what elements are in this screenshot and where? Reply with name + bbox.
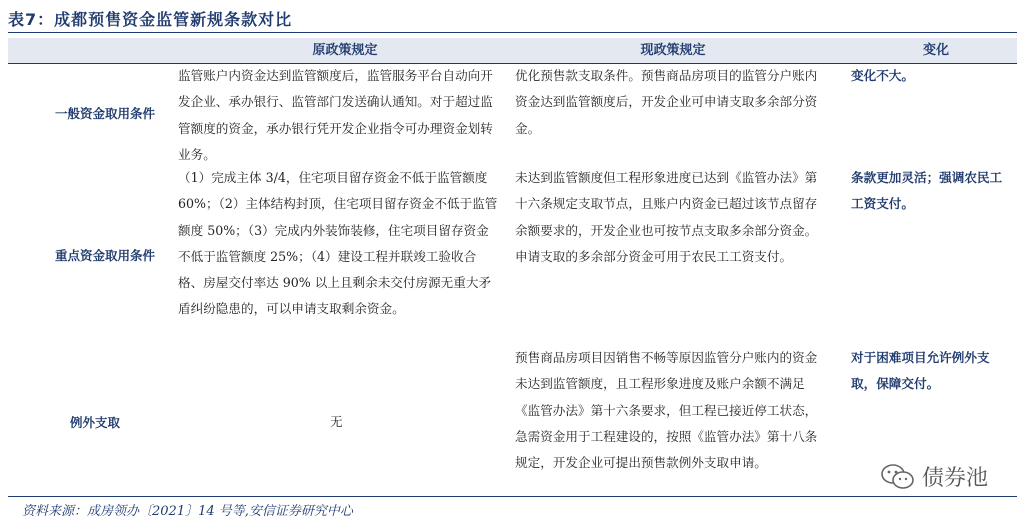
- row-label-key: 重点资金取用条件: [54, 248, 155, 263]
- watermark-text: 债券池: [922, 466, 989, 491]
- bottom-divider: [8, 496, 1017, 497]
- row-exception-old: 无: [330, 414, 343, 429]
- row-general-new: 优化预售款支取条件。预售商品房项目的监管分户账内资金达到监管额度后，开发企业可申请支取多余部分资金。: [515, 68, 818, 136]
- header-new-policy: 现政策规定: [640, 43, 706, 58]
- header-old-policy: 原政策规定: [312, 43, 378, 58]
- row-label-exception: 例外支取: [69, 415, 120, 430]
- wechat-icon: [880, 463, 916, 491]
- header-change: 变化: [922, 43, 949, 58]
- row-key-new: 未达到监管额度但工程形象进度已达到《监管办法》第十六条规定支取节点，且账户内资金已超过该节点留存余额要求的，开发企业也可按节点支取多余部分资金。申请支取的多余部分资金可用于农民工工资支付。: [515, 170, 818, 264]
- row-general-old: 监管账户内资金达到监管额度后，监管服务平台自动向开发企业、承办银行、监管部门发送确认通知。对于超过监管额度的资金，承办银行凭开发企业指令可办理资金划转业务。: [178, 68, 493, 162]
- title-divider: [8, 32, 1017, 33]
- table-header: [8, 38, 1017, 64]
- row-exception-new: 预售商品房项目因销售不畅等原因监管分户账内的资金未达到监管额度，且工程形象进度及账户余额不满足《监管办法》第十六条要求，但工程已接近停工状态，急需资金用于工程建设的，按照《监管办法》第十八条规定，开发企业可提出预售款例外支取申请。: [515, 350, 818, 471]
- source-note: 资料来源：成房领办〔2021〕14 号等,安信证券研究中心: [22, 504, 353, 519]
- row-label-general: 一般资金取用条件: [54, 106, 155, 121]
- row-key-old: （1）完成主体 3/4，住宅项目留存资金不低于监管额度 60%；（2）主体结构封顶，住宅项目留存资金不低于监管额度 50%；（3）完成内外装饰装修，住宅项目留存资金不低于监管额度 25%；（4）建设工程并联竣工验收合格、房屋交付率达 90% 以上且剩余未交付房源无重大矛盾纠纷隐患的，可以申请支取剩余资金。: [178, 170, 498, 317]
- row-general-change: 变化不大。: [851, 68, 914, 83]
- table-title: 表7：成都预售资金监管新规条款对比: [8, 10, 293, 29]
- row-exception-change: 对于困难项目允许例外支取，保障交付。: [851, 350, 990, 392]
- row-key-change: 条款更加灵活；强调农民工工资支付。: [851, 170, 1003, 212]
- watermark: [880, 461, 988, 492]
